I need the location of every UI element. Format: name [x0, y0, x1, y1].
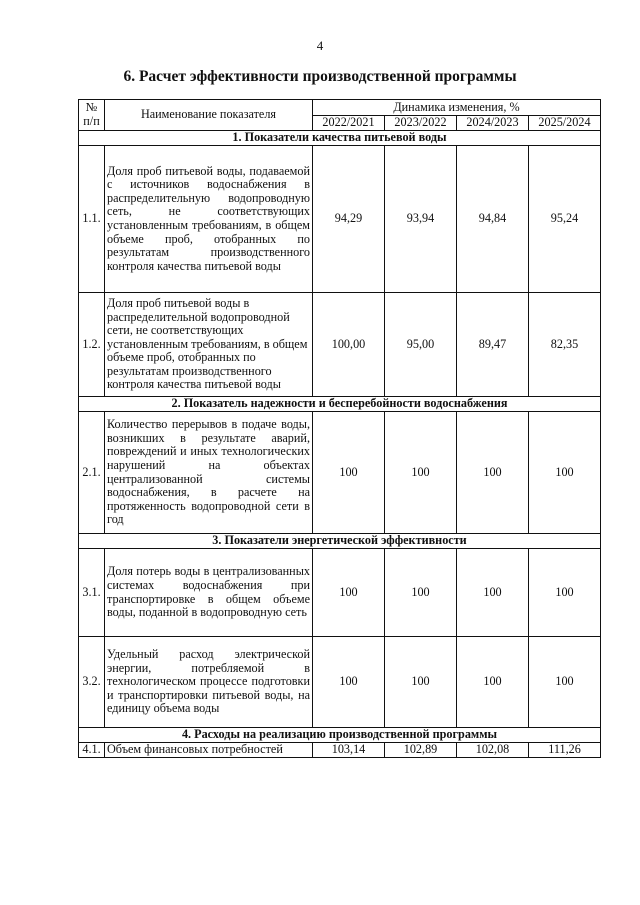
efficiency-table: [78, 99, 601, 758]
row-name: Доля потерь воды в централизованных системах водоснабжения при транспортировке в общем объеме воды, поданной в водопроводную сеть: [105, 549, 313, 637]
row-value: 94,29: [313, 146, 385, 293]
page-number: 4: [316, 38, 324, 53]
row-value: 100: [313, 637, 385, 728]
row-value: 95,00: [385, 293, 457, 397]
row-value: 94,84: [457, 146, 529, 293]
header-dynamics: Динамика изменения, %: [313, 100, 601, 116]
page-title: 6. Расчет эффективности производственной программы: [123, 68, 517, 85]
section-title: 2. Показатель надежности и бесперебойности водоснабжения: [79, 397, 601, 412]
row-number: 1.1.: [79, 146, 105, 293]
row-value: 100: [313, 412, 385, 534]
header-year: 2022/2021: [313, 115, 385, 131]
header-year: 2024/2023: [457, 115, 529, 131]
row-name: Удельный расход электрической энергии, потребляемой в технологическом процессе подготовки и транспортировки питьевой воды, на единицу объема воды: [105, 637, 313, 728]
section-row: [79, 397, 601, 412]
row-value: 82,35: [529, 293, 601, 397]
section-title: 4. Расходы на реализацию производственной программы: [79, 728, 601, 743]
row-number: 2.1.: [79, 412, 105, 534]
row-value: 100: [385, 637, 457, 728]
row-value: 100: [529, 412, 601, 534]
row-value: 93,94: [385, 146, 457, 293]
table-row: [79, 549, 601, 637]
header-num-line1: №: [85, 100, 98, 115]
row-value: 102,89: [385, 743, 457, 758]
header-row-1: [79, 100, 601, 116]
row-value: 103,14: [313, 743, 385, 758]
row-name: Объем финансовых потребностей: [105, 743, 313, 758]
table-row: [79, 637, 601, 728]
row-number: 1.2.: [79, 293, 105, 397]
row-number: 4.1.: [79, 743, 105, 758]
row-value: 100: [457, 637, 529, 728]
row-value: 100: [385, 412, 457, 534]
row-value: 95,24: [529, 146, 601, 293]
row-value: 100: [457, 412, 529, 534]
table-row: [79, 412, 601, 534]
row-value: 100: [385, 549, 457, 637]
row-value: 100: [529, 637, 601, 728]
table-row: [79, 146, 601, 293]
row-value: 102,08: [457, 743, 529, 758]
section-row: [79, 131, 601, 146]
section-title: 3. Показатели энергетической эффективности: [79, 534, 601, 549]
row-name: Доля проб питьевой воды в распределительной водопроводной сети, не соответствующих установленным требованиям, в общем объеме проб, отобранных по результатам производственного контроля качества питьевой воды: [105, 293, 313, 397]
row-name: Количество перерывов в подаче воды, возникших в результате аварий, повреждений и иных технологических нарушений на объектах централизованной системы водоснабжения, в расчете на протяженность водопроводной сети в год: [105, 412, 313, 534]
row-value: 100,00: [313, 293, 385, 397]
header-num-line2: п/п: [83, 114, 100, 128]
table-row: [79, 743, 601, 758]
section-row: [79, 728, 601, 743]
header-year: 2023/2022: [385, 115, 457, 131]
header-year: 2025/2024: [529, 115, 601, 131]
row-value: 100: [529, 549, 601, 637]
row-name: Доля проб питьевой воды, подаваемой с источников водоснабжения в распределительную водопроводную сеть, не соответствующих установленным требованиям, в общем объеме проб, отобранных по результатам производственного контроля качества питьевой воды: [105, 146, 313, 293]
section-title: 1. Показатели качества питьевой воды: [79, 131, 601, 146]
row-value: 100: [457, 549, 529, 637]
header-num: [79, 100, 105, 131]
table-row: [79, 293, 601, 397]
header-name: Наименование показателя: [105, 100, 313, 131]
section-row: [79, 534, 601, 549]
row-value: 111,26: [529, 743, 601, 758]
row-value: 100: [313, 549, 385, 637]
row-number: 3.2.: [79, 637, 105, 728]
row-value: 89,47: [457, 293, 529, 397]
row-number: 3.1.: [79, 549, 105, 637]
